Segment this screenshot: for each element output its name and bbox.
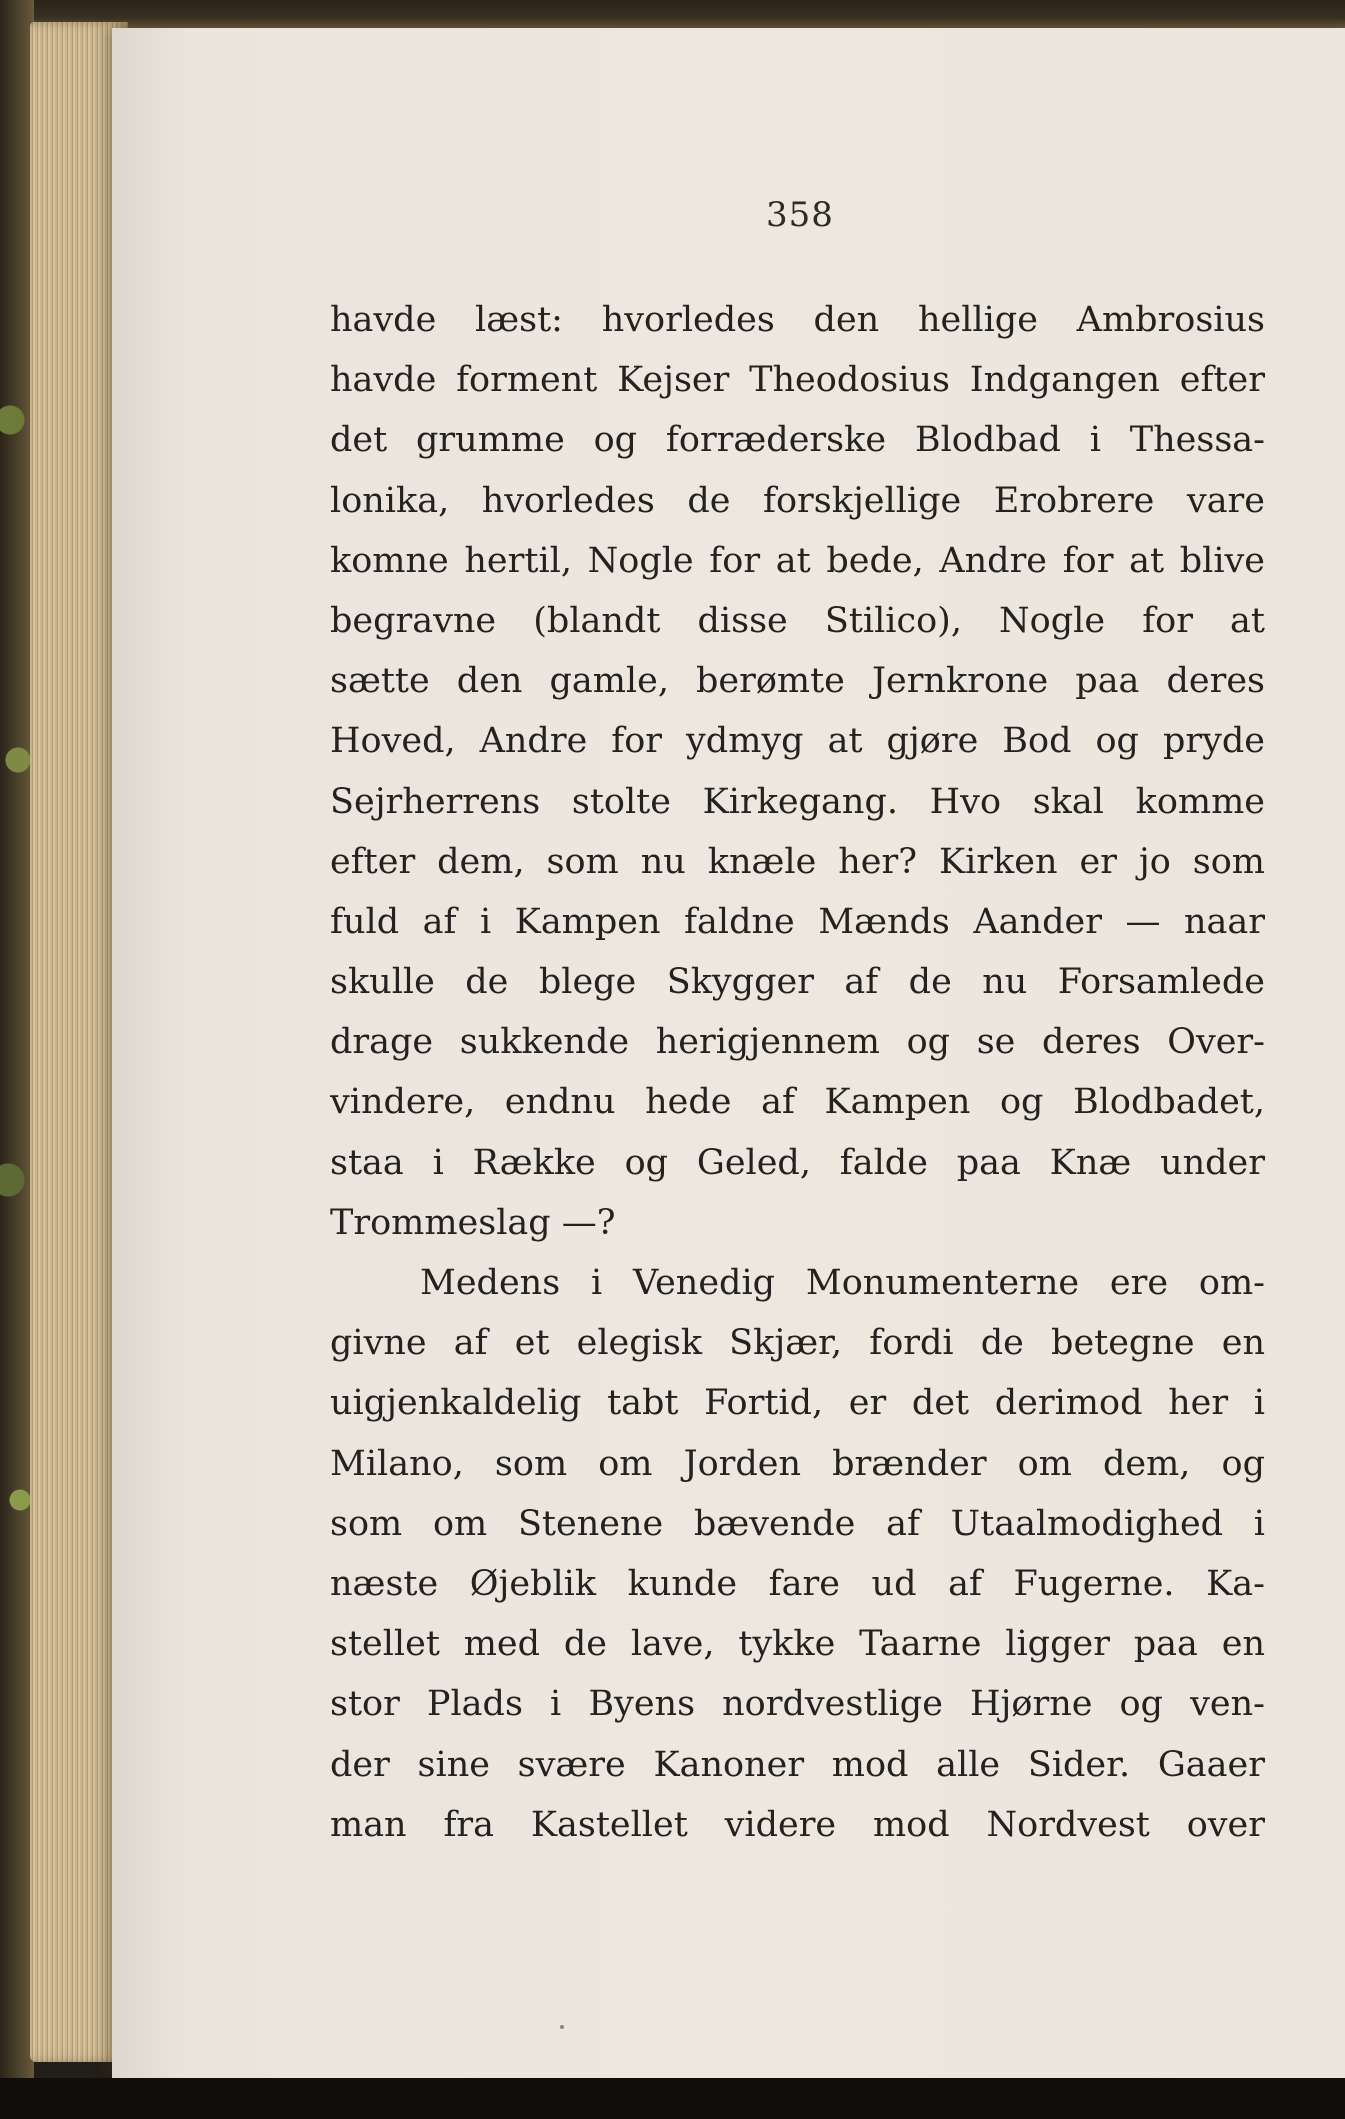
- marbled-cover: [0, 0, 34, 2119]
- page-number: 358: [766, 195, 834, 235]
- text-line: stor Plads i Byens nordvestlige Hjørne og ven-: [330, 1684, 1265, 1725]
- text-line: Milano, som om Jorden brænder om dem, og: [330, 1443, 1265, 1484]
- body-text: [330, 290, 1265, 1855]
- text-line: givne af et elegisk Skjær, fordi de betegne en: [330, 1323, 1265, 1364]
- text-line: havde læst: hvorledes den hellige Ambrosius: [330, 300, 1265, 340]
- text-line: vindere, endnu hede af Kampen og Blodbadet,: [330, 1082, 1265, 1123]
- text-line: staa i Række og Geled, falde paa Knæ under: [330, 1142, 1265, 1183]
- text-line: skulle de blege Skygger af de nu Forsamlede: [330, 962, 1265, 1003]
- text-line: det grumme og forræderske Blodbad i Thessa-: [330, 420, 1265, 461]
- paper-speck: [560, 2025, 564, 2029]
- text-line: lonika, hvorledes de forskjellige Erobrere vare: [330, 480, 1265, 521]
- text-line: fuld af i Kampen faldne Mænds Aander — naar: [330, 901, 1265, 942]
- text-line: uigjenkaldelig tabt Fortid, er det derimod her i: [330, 1383, 1265, 1424]
- text-line: der sine svære Kanoner mod alle Sider. Gaaer: [330, 1744, 1265, 1785]
- text-line: man fra Kastellet videre mod Nordvest over: [330, 1804, 1265, 1845]
- text-line: havde forment Kejser Theodosius Indgangen efter: [330, 360, 1265, 401]
- text-line: som om Stenene bævende af Utaalmodighed i: [330, 1503, 1265, 1544]
- text-line: sætte den gamle, berømte Jernkrone paa deres: [330, 661, 1265, 702]
- bottom-edge: [0, 2078, 1345, 2119]
- text-line: drage sukkende herigjennem og se deres Over-: [330, 1022, 1265, 1063]
- text-line: komne hertil, Nogle for at bede, Andre for at blive: [330, 540, 1265, 581]
- text-line: efter dem, som nu knæle her? Kirken er jo som: [330, 841, 1265, 882]
- text-line: begravne (blandt disse Stilico), Nogle for at: [330, 600, 1265, 641]
- text-line: næste Øjeblik kunde fare ud af Fugerne. Ka-: [330, 1563, 1265, 1604]
- text-line: stellet med de lave, tykke Taarne ligger paa en: [330, 1624, 1265, 1665]
- text-line: Sejrherrens stolte Kirkegang. Hvo skal komme: [330, 781, 1265, 822]
- top-edge: [0, 0, 1345, 30]
- text-line: Hoved, Andre for ydmyg at gjøre Bod og pryde: [330, 721, 1265, 762]
- paragraph-start-line: Medens i Venedig Monumenterne ere om-: [420, 1263, 1265, 1303]
- text-line: Trommeslag —?: [330, 1202, 616, 1243]
